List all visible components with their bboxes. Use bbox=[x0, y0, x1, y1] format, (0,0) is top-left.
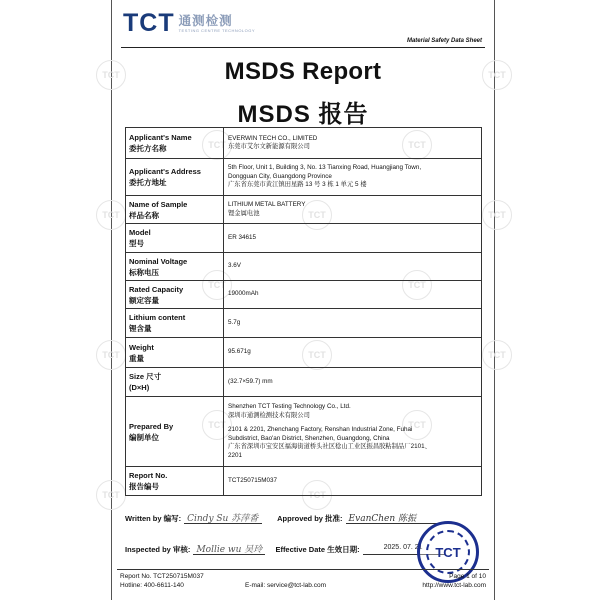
field-value-line: 2101 & 2201, Zhenchang Factory, Renshan Industrial Zone, Fuhai bbox=[228, 426, 413, 433]
approved-by-signature-line bbox=[346, 514, 441, 524]
field-label bbox=[126, 281, 224, 309]
field-label-chinese: 报告编号 bbox=[129, 482, 159, 491]
field-value bbox=[224, 224, 482, 253]
field-value-line: Shenzhen TCT Testing Technology Co., Ltd. bbox=[228, 403, 351, 410]
watermark-icon: TCT bbox=[202, 270, 232, 300]
table-row bbox=[126, 128, 482, 159]
header-divider bbox=[121, 47, 485, 48]
watermark-icon: TCT bbox=[202, 130, 232, 160]
inspected-by-label: Inspected by 审核: bbox=[125, 545, 191, 554]
watermark-icon: TCT bbox=[96, 200, 126, 230]
watermark-icon: TCT bbox=[482, 340, 512, 370]
field-value-line: 5th Floor, Unit 1, Building 3, No. 13 Tianxing Road, Huangjiang Town, bbox=[228, 164, 422, 172]
written-by-signature: Cindy Su 苏萍香 bbox=[187, 513, 259, 524]
field-value-line: 东莞市艾尔文新能源有限公司 bbox=[228, 143, 310, 150]
field-value bbox=[224, 253, 482, 281]
field-value bbox=[224, 159, 482, 196]
field-value bbox=[224, 309, 482, 338]
field-value bbox=[224, 128, 482, 159]
field-value-line: 2201 bbox=[228, 451, 243, 459]
field-value-line: EVERWIN TECH CO., LIMITED bbox=[228, 134, 318, 142]
watermark-icon: TCT bbox=[302, 340, 332, 370]
written-by-signature-line bbox=[184, 514, 262, 524]
field-label bbox=[126, 467, 224, 496]
watermark-icon: TCT bbox=[402, 410, 432, 440]
watermark-icon: TCT bbox=[302, 200, 332, 230]
field-label bbox=[126, 397, 224, 467]
watermark-icon: TCT bbox=[96, 480, 126, 510]
inspected-by-row bbox=[125, 544, 445, 555]
watermark-icon: TCT bbox=[482, 200, 512, 230]
table-row bbox=[126, 253, 482, 281]
field-label-chinese: 样品名称 bbox=[129, 210, 159, 220]
field-label-chinese: 锂含量 bbox=[129, 324, 152, 333]
footer-page-number: Page 1 of 10 bbox=[449, 573, 486, 580]
logo-mark: TCT bbox=[123, 9, 175, 37]
field-value-line: 广东省深圳市宝安区福海街道桥头社区稔山工业区振昌胶粘制品厂2101、 bbox=[228, 443, 431, 450]
table-row bbox=[126, 397, 482, 467]
footer-hotline: Hotline: 400-6611-140 bbox=[120, 582, 184, 589]
field-label-chinese: 重量 bbox=[129, 353, 144, 363]
field-label-english: Applicant's Address bbox=[129, 167, 201, 176]
report-info-table bbox=[125, 127, 482, 496]
table-row bbox=[126, 224, 482, 253]
field-label bbox=[126, 309, 224, 338]
field-label-english: Prepared By bbox=[129, 421, 174, 431]
inspected-by-signature: Mollie wu 吴玲 bbox=[196, 544, 263, 555]
field-value-line: Subdistrict, Bao'an District, Shenzhen, Guangdong, China bbox=[228, 434, 390, 442]
field-label-chinese: 委托方名称 bbox=[129, 144, 167, 153]
field-value-line: 95.671g bbox=[228, 348, 251, 356]
field-value-line: TCT250715M037 bbox=[228, 476, 278, 484]
watermark-icon: TCT bbox=[96, 340, 126, 370]
field-value-line: 广东省东莞市黄江镇田星路 13 号 3 栋 1 单元 5 楼 bbox=[228, 181, 367, 189]
watermark-icon: TCT bbox=[96, 60, 126, 90]
report-title-english: MSDS Report bbox=[224, 58, 382, 85]
field-value bbox=[224, 467, 482, 496]
field-value-line: ER 34615 bbox=[228, 233, 257, 241]
field-label-chinese: 型号 bbox=[129, 239, 144, 248]
table-row bbox=[126, 338, 482, 368]
field-value-line: 锂金属电池 bbox=[228, 209, 260, 217]
field-label-english: Applicant's Name bbox=[129, 133, 192, 142]
msds-document-page bbox=[102, 0, 506, 600]
field-value-line: LITHIUM METAL BATTERY bbox=[228, 201, 306, 208]
table-row bbox=[126, 281, 482, 309]
written-by-row bbox=[125, 513, 441, 524]
field-value-line: 5.7g bbox=[228, 318, 241, 326]
watermark-icon: TCT bbox=[202, 410, 232, 440]
table-row bbox=[126, 196, 482, 224]
field-label-chinese: 编制单位 bbox=[129, 432, 159, 442]
table-row bbox=[126, 368, 482, 397]
report-title-chinese: MSDS 报告 bbox=[237, 101, 369, 128]
field-label-english: Model bbox=[129, 228, 151, 237]
field-label bbox=[126, 338, 224, 368]
approved-by-signature: EvanChen 陈振 bbox=[348, 513, 417, 524]
field-label bbox=[126, 368, 224, 397]
field-label bbox=[126, 253, 224, 281]
inspected-by-signature-line bbox=[193, 545, 265, 555]
watermark-icon: TCT bbox=[402, 130, 432, 160]
field-label-english: Rated Capacity bbox=[129, 284, 184, 294]
footer-website: http://www.tct-lab.com bbox=[422, 582, 486, 589]
field-label bbox=[126, 159, 224, 196]
effective-date-value: 2025. 07. 21 bbox=[383, 543, 423, 551]
field-value bbox=[224, 368, 482, 397]
field-value-line: 深圳市通测检测技术有限公司 bbox=[228, 411, 310, 419]
field-label-chinese: (D×H) bbox=[129, 383, 150, 392]
field-label-chinese: 额定容量 bbox=[129, 295, 159, 305]
field-label-chinese: 委托方地址 bbox=[129, 178, 167, 187]
field-value bbox=[224, 338, 482, 368]
field-value-line: 19000mAh bbox=[228, 290, 259, 298]
company-logo bbox=[123, 11, 255, 35]
field-label-chinese: 标称电压 bbox=[129, 267, 159, 277]
watermark-icon: TCT bbox=[302, 480, 332, 510]
logo-chinese-name: 通测检测 bbox=[178, 13, 233, 28]
field-value-line: Dongguan City, Guangdong Province bbox=[228, 172, 332, 180]
table-row bbox=[126, 309, 482, 338]
field-label bbox=[126, 128, 224, 159]
field-label bbox=[126, 224, 224, 253]
footer-email: E-mail: service@tct-lab.com bbox=[245, 582, 327, 589]
effective-date-label: Effective Date 生效日期: bbox=[275, 545, 360, 554]
watermark-icon: TCT bbox=[402, 270, 432, 300]
tct-seal-center: TCT bbox=[426, 530, 470, 574]
document-type-label: Material Safety Data Sheet bbox=[406, 38, 482, 44]
field-value bbox=[224, 196, 482, 224]
field-label-english: Size 尺寸 bbox=[129, 372, 162, 381]
field-label bbox=[126, 196, 224, 224]
approved-by-label: Approved by 批准: bbox=[277, 514, 343, 523]
field-value-line: 3.6V bbox=[228, 262, 241, 270]
field-label-english: Name of Sample bbox=[129, 199, 188, 209]
field-label-english: Weight bbox=[129, 342, 154, 352]
table-row bbox=[126, 467, 482, 496]
field-value-line: (32.7×59.7) mm bbox=[228, 377, 273, 385]
field-label-english: Report No. bbox=[129, 471, 168, 480]
field-value bbox=[224, 281, 482, 309]
field-label-english: Nominal Voltage bbox=[129, 256, 188, 266]
field-value bbox=[224, 397, 482, 467]
footer-divider bbox=[117, 569, 489, 570]
footer-report-number: Report No. TCT250715M037 bbox=[120, 573, 204, 580]
watermark-icon: TCT bbox=[482, 60, 512, 90]
logo-english-name: TESTING CENTRE TECHNOLOGY bbox=[178, 27, 256, 33]
table-row bbox=[126, 159, 482, 196]
written-by-label: Written by 编写: bbox=[125, 514, 182, 523]
field-label-english: Lithium content bbox=[129, 313, 186, 322]
